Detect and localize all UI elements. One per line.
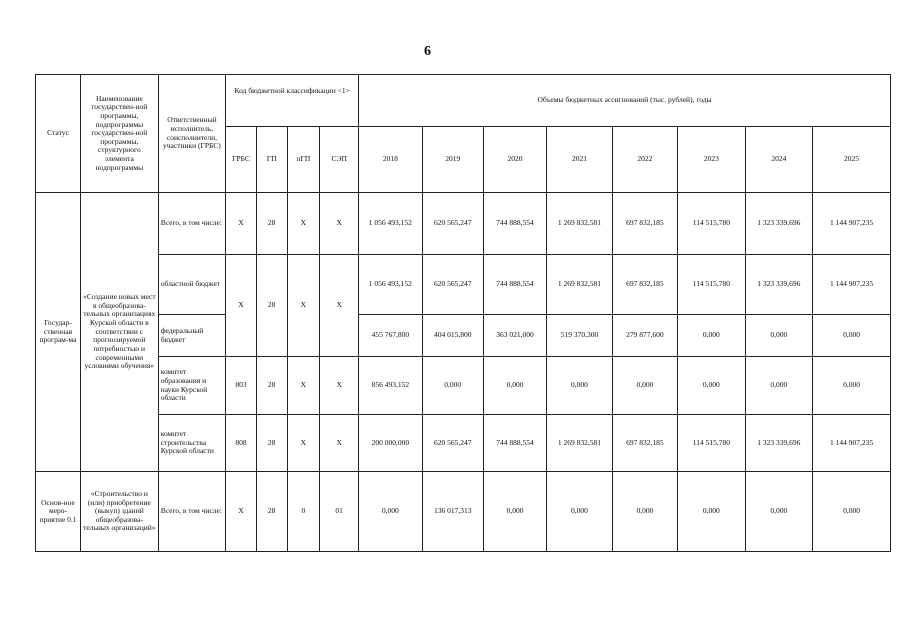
executor-cell: Всего, в том числе: xyxy=(158,472,225,552)
value-cell: 697 832,185 xyxy=(612,255,677,315)
measure-status: Основ-ное меро-приятие 0.1 xyxy=(36,472,81,552)
page-number: 6 xyxy=(424,44,431,59)
value-cell: 0,000 xyxy=(483,472,546,552)
program-status: Государ-ственная програм-ма xyxy=(36,193,81,472)
value-cell: 620 565,247 xyxy=(422,255,483,315)
value-cell: 519 370,300 xyxy=(547,315,612,357)
value-cell: 1 144 907,235 xyxy=(813,255,891,315)
value-cell: 1 056 493,152 xyxy=(359,193,422,255)
value-cell: 697 832,185 xyxy=(612,193,677,255)
header-code-pgp: пГП xyxy=(287,127,320,193)
header-code-sep: СЭП xyxy=(320,127,359,193)
value-cell: 0,000 xyxy=(745,357,812,415)
value-cell: 1 323 339,696 xyxy=(745,415,812,472)
value-cell: 1 144 907,235 xyxy=(813,193,891,255)
header-year: 2025 xyxy=(813,127,891,193)
table-row xyxy=(36,255,891,315)
header-budget-code: Код бюджетной классификации <1> xyxy=(226,75,359,127)
value-cell: 744 888,554 xyxy=(483,193,546,255)
table-row xyxy=(36,357,891,415)
executor-cell: областной бюджет xyxy=(158,255,225,315)
code-sep: Х xyxy=(320,193,359,255)
value-cell: 363 021,000 xyxy=(483,315,546,357)
header-row xyxy=(36,75,891,127)
header-code-grbs: ГРБС xyxy=(226,127,257,193)
table-row xyxy=(36,315,891,357)
value-cell: 114 515,780 xyxy=(678,193,745,255)
value-cell: 1 269 832,581 xyxy=(547,193,612,255)
value-cell: 1 144 907,235 xyxy=(813,415,891,472)
value-cell: 0,000 xyxy=(547,472,612,552)
table-row xyxy=(36,472,891,552)
value-cell: 1 269 832,581 xyxy=(547,255,612,315)
executor-cell: комитет строительства Курской области xyxy=(158,415,225,472)
code-pgp: Х xyxy=(287,193,320,255)
value-cell: 136 017,313 xyxy=(422,472,483,552)
header-year: 2022 xyxy=(612,127,677,193)
value-cell: 0,000 xyxy=(813,357,891,415)
header-year: 2018 xyxy=(359,127,422,193)
value-cell: 0,000 xyxy=(678,357,745,415)
value-cell: 744 888,554 xyxy=(483,255,546,315)
value-cell: 114 515,780 xyxy=(678,255,745,315)
header-code-gp: ГП xyxy=(256,127,287,193)
code-gp: 28 xyxy=(256,357,287,415)
value-cell: 744 888,554 xyxy=(483,415,546,472)
header-status: Статус xyxy=(36,75,81,193)
value-cell: 620 565,247 xyxy=(422,193,483,255)
header-year: 2020 xyxy=(483,127,546,193)
value-cell: 1 323 339,696 xyxy=(745,193,812,255)
code-pgp: Х xyxy=(287,415,320,472)
code-gp: 28 xyxy=(256,193,287,255)
value-cell: 114 515,780 xyxy=(678,415,745,472)
value-cell: 0,000 xyxy=(745,315,812,357)
code-grbs: 803 xyxy=(226,357,257,415)
value-cell: 455 767,800 xyxy=(359,315,422,357)
code-pgp: 0 xyxy=(287,472,320,552)
value-cell: 620 565,247 xyxy=(422,415,483,472)
value-cell: 0,000 xyxy=(813,472,891,552)
header-year: 2023 xyxy=(678,127,745,193)
header-year: 2019 xyxy=(422,127,483,193)
code-sep: Х xyxy=(320,415,359,472)
value-cell: 0,000 xyxy=(813,315,891,357)
header-volumes: Объемы бюджетных ассигнований (тыс. рублей), годы xyxy=(359,75,891,127)
value-cell: 0,000 xyxy=(678,472,745,552)
budget-table xyxy=(35,74,891,552)
value-cell: 0,000 xyxy=(612,357,677,415)
value-cell: 697 832,185 xyxy=(612,415,677,472)
program-name: «Создание новых мест в общеобразова-тельных организациях Курской области в соответствии с прогнозируемой потребностью и современными условиями обучения» xyxy=(80,193,158,472)
code-sep: 01 xyxy=(320,472,359,552)
table-row xyxy=(36,193,891,255)
value-cell: 0,000 xyxy=(359,472,422,552)
value-cell: 1 323 339,696 xyxy=(745,255,812,315)
value-cell: 279 877,600 xyxy=(612,315,677,357)
value-cell: 0,000 xyxy=(745,472,812,552)
header-executor: Ответственный исполнитель, соисполнители, участники (ГРБС) xyxy=(158,75,225,193)
value-cell: 1 269 832,581 xyxy=(547,415,612,472)
code-sep: Х xyxy=(320,255,359,357)
code-pgp: Х xyxy=(287,357,320,415)
header-year: 2021 xyxy=(547,127,612,193)
header-name: Наименование государствен-ной программы, подпрограммы государствен-ной программы, структурного элемента подпрограммы xyxy=(80,75,158,193)
code-grbs: Х xyxy=(226,193,257,255)
value-cell: 0,000 xyxy=(678,315,745,357)
code-grbs: 808 xyxy=(226,415,257,472)
value-cell: 200 000,000 xyxy=(359,415,422,472)
value-cell: 856 493,152 xyxy=(359,357,422,415)
code-gp: 28 xyxy=(256,472,287,552)
value-cell: 0,000 xyxy=(612,472,677,552)
value-cell: 1 056 493,152 xyxy=(359,255,422,315)
header-year: 2024 xyxy=(745,127,812,193)
value-cell: 0,000 xyxy=(547,357,612,415)
code-grbs: Х xyxy=(226,255,257,357)
code-gp: 28 xyxy=(256,255,287,357)
executor-cell: федеральный бюджет xyxy=(158,315,225,357)
executor-cell: комитет образования и науки Курской области xyxy=(158,357,225,415)
value-cell: 0,000 xyxy=(422,357,483,415)
code-grbs: Х xyxy=(226,472,257,552)
value-cell: 404 015,800 xyxy=(422,315,483,357)
code-pgp: Х xyxy=(287,255,320,357)
executor-cell: Всего, в том числе: xyxy=(158,193,225,255)
measure-name: «Строительство и (или) приобретение (выкуп) зданий общеобразова-тельных организаций» xyxy=(80,472,158,552)
value-cell: 0,000 xyxy=(483,357,546,415)
code-gp: 28 xyxy=(256,415,287,472)
code-sep: Х xyxy=(320,357,359,415)
table-row xyxy=(36,415,891,472)
